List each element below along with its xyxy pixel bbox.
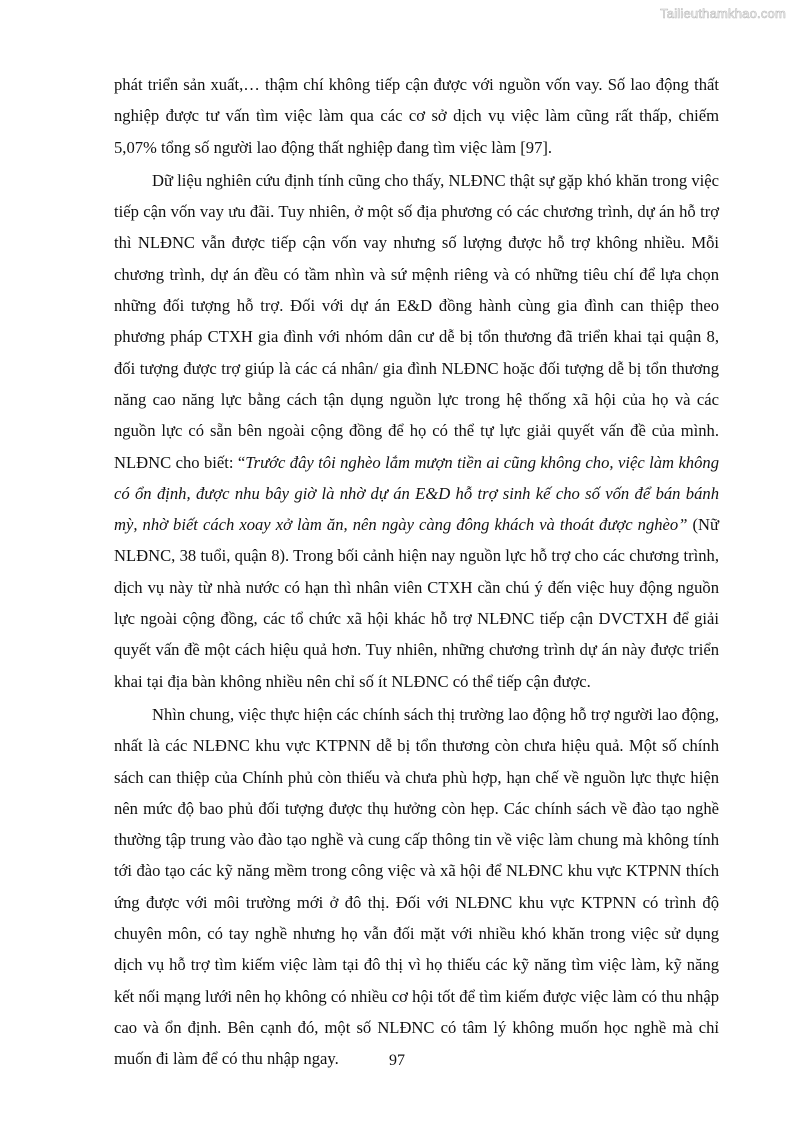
- interview-quote: Trước đây tôi nghèo lắm mượn tiền ai cũng không cho, việc làm không có ổn định, được nhu bây giờ là nhờ dự án E&D hỗ trợ sinh kế cho số vốn để bán bánh mỳ, nhờ biết cách xoay xở làm ăn, nên ngày càng đông khách và thoát được nghèo”: [114, 452, 719, 535]
- document-body: [114, 69, 719, 1077]
- paragraph-1: phát triển sản xuất,… thậm chí không tiếp cận được với nguồn vốn vay. Số lao động thất nghiệp được tư vấn tìm việc làm qua các cơ sở dịch vụ việc làm cũng rất thấp, chiếm 5,07% tổng số người lao động thất nghiệp đang tìm việc làm [97].: [114, 75, 719, 157]
- paragraph-2-conclusion: (Nữ NLĐNC, 38 tuổi, quận 8). Trong bối cảnh hiện nay nguồn lực hỗ trợ cho các chương trình, dịch vụ này từ nhà nước có hạn thì nhân viên CTXH cần chú ý đến việc huy động nguồn lực ngoài cộng đồng, các tổ chức xã hội khác hỗ trợ NLĐNC tiếp cận DVCTXH để giải quyết vấn đề một cách hiệu quả hơn. Tuy nhiên, những chương trình dự án này được triển khai tại địa bàn không nhiều nên chỉ số ít NLĐNC có thể tiếp cận được.: [114, 515, 720, 691]
- paragraph-2-intro: Dữ liệu nghiên cứu định tính cũng cho thấy, NLĐNC thật sự gặp khó khăn trong việc tiếp cận vốn vay ưu đãi. Tuy nhiên, ở một số địa phương có các chương trình, dự án hỗ trợ thì NLĐNC vẫn được tiếp cận vốn vay nhưng số lượng được hỗ trợ không nhiều. Mỗi chương trình, dự án đều có tầm nhìn và sứ mệnh riêng và có những tiêu chí để lựa chọn những đối tượng hỗ trợ. Đối với dự án E&D đồng hành cùng gia đình can thiệp theo phương pháp CTXH gia đình với nhóm dân cư dễ bị tổn thương đã triển khai tại quận 8, đối tượng được trợ giúp là các cá nhân/ gia đình NLĐNC hoặc đối tượng dễ bị tổn thương năng cao năng lực bằng cách tận dụng nguồn lực trong hệ thống xã hội của họ và các nguồn lực có sẵn bên ngoài cộng đồng để họ có thể tự lực giải quyết vấn đề của mình. NLĐNC cho biết: “: [114, 170, 719, 472]
- page-number: 97: [389, 1052, 405, 1069]
- paragraph-3: Nhìn chung, việc thực hiện các chính sách thị trường lao động hỗ trợ người lao động, nhất là các NLĐNC khu vực KTPNN dễ bị tổn thương còn chưa hiệu quả. Một số chính sách can thiệp của Chính phủ còn thiếu và chưa phù hợp, hạn chế về nguồn lực thực hiện nên mức độ bao phủ đối tượng được thụ hưởng còn hẹp. Các chính sách về đào tạo nghề thường tập trung vào đào tạo nghề và cung cấp thông tin về việc làm chung mà không tính tới đào tạo các kỹ năng mềm trong công việc và xã hội để NLĐNC khu vực KTPNN thích ứng được với môi trường mới ở đô thị. Đối với NLĐNC khu vực KTPNN có trình độ chuyên môn, có tay nghề nhưng họ vẫn đối mặt với nhiều khó khăn trong việc sử dụng dịch vụ hỗ trợ tìm kiếm việc làm tại đô thị vì họ thiếu các kỹ năng tìm việc làm, kỹ năng kết nối mạng lưới nên họ không có nhiều cơ hội tốt để tìm kiếm được việc làm có thu nhập cao và ổn định. Bên cạnh đó, một số NLĐNC có tâm lý không muốn học nghề mà chỉ muốn đi làm để có thu nhập ngay.: [114, 704, 719, 1069]
- paragraph-2: [114, 165, 719, 697]
- watermark-text: Tailieuthamkhao.com: [660, 6, 786, 21]
